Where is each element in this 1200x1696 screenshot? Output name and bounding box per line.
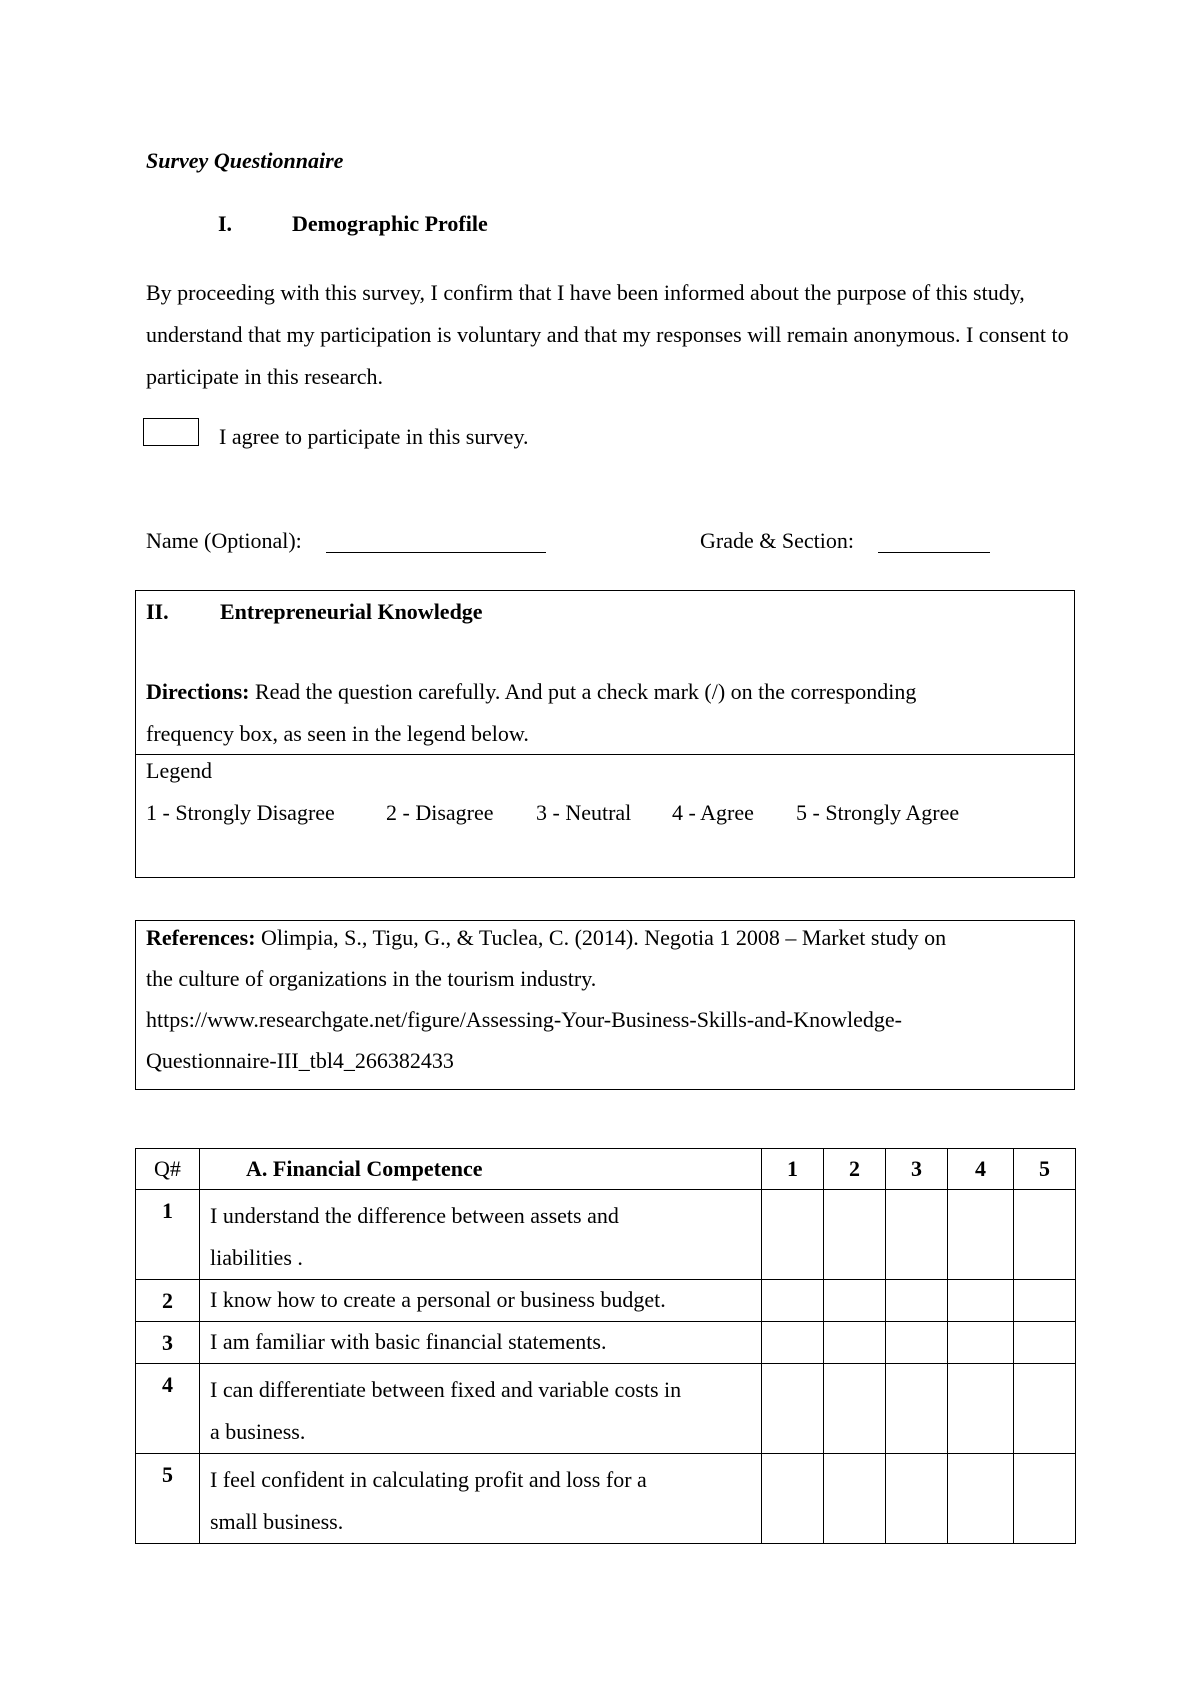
question-statement bbox=[200, 1190, 762, 1280]
rating-cell-1[interactable] bbox=[762, 1280, 824, 1322]
legend-item-3: 3 - Neutral bbox=[536, 800, 632, 825]
agree-checkbox[interactable] bbox=[143, 418, 199, 446]
table-row bbox=[136, 1454, 1076, 1544]
scale-header-1: 1 bbox=[762, 1149, 824, 1190]
rating-cell-3[interactable] bbox=[886, 1280, 948, 1322]
rating-cell-4[interactable] bbox=[948, 1454, 1014, 1544]
question-number: 3 bbox=[136, 1322, 200, 1364]
section-2-title: Entrepreneurial Knowledge bbox=[220, 599, 483, 624]
references-text-1: Olimpia, S., Tigu, G., & Tuclea, C. (2014). Negotia 1 2008 – Market study on bbox=[261, 925, 947, 950]
q-number-header: Q# bbox=[136, 1149, 200, 1190]
rating-cell-1[interactable] bbox=[762, 1322, 824, 1364]
directions-line-2: frequency box, as seen in the legend below. bbox=[146, 721, 529, 746]
question-number: 5 bbox=[136, 1454, 200, 1544]
statement-line: I know how to create a personal or business budget. bbox=[210, 1287, 666, 1312]
statement-line: a business. bbox=[210, 1419, 306, 1444]
scale-header-3: 3 bbox=[886, 1149, 948, 1190]
references-line-3: https://www.researchgate.net/figure/Assessing-Your-Business-Skills-and-Knowledge- bbox=[146, 1007, 902, 1032]
question-statement bbox=[200, 1322, 762, 1364]
statement-line: I am familiar with basic financial statements. bbox=[210, 1329, 607, 1354]
rating-cell-4[interactable] bbox=[948, 1280, 1014, 1322]
references-line-2: the culture of organizations in the tourism industry. bbox=[146, 966, 597, 991]
grade-section-input-line[interactable] bbox=[878, 552, 990, 553]
statement-line: small business. bbox=[210, 1509, 344, 1534]
table-row bbox=[136, 1364, 1076, 1454]
question-number: 1 bbox=[136, 1190, 200, 1280]
scale-header-2: 2 bbox=[824, 1149, 886, 1190]
references-label: References: bbox=[146, 925, 256, 950]
question-number: 4 bbox=[136, 1364, 200, 1454]
table-row bbox=[136, 1280, 1076, 1322]
question-statement bbox=[200, 1454, 762, 1544]
statement-line: I understand the difference between assets and bbox=[210, 1203, 619, 1228]
section-2-directions-box bbox=[135, 590, 1075, 755]
section-1-number: I. bbox=[218, 211, 233, 236]
name-input-line[interactable] bbox=[326, 552, 546, 553]
rating-cell-4[interactable] bbox=[948, 1322, 1014, 1364]
legend-item-4: 4 - Agree bbox=[672, 800, 754, 825]
legend-box bbox=[135, 754, 1075, 878]
directions-text-1: Read the question carefully. And put a check mark (/) on the corresponding bbox=[254, 679, 917, 704]
rating-cell-5[interactable] bbox=[1014, 1364, 1076, 1454]
question-number: 2 bbox=[136, 1280, 200, 1322]
table-row bbox=[136, 1190, 1076, 1280]
rating-cell-1[interactable] bbox=[762, 1364, 824, 1454]
rating-cell-3[interactable] bbox=[886, 1364, 948, 1454]
directions-line-1 bbox=[146, 679, 916, 705]
rating-cell-2[interactable] bbox=[824, 1364, 886, 1454]
references-line-1 bbox=[146, 925, 946, 951]
directions-label: Directions: bbox=[146, 679, 250, 704]
rating-cell-3[interactable] bbox=[886, 1322, 948, 1364]
rating-cell-4[interactable] bbox=[948, 1190, 1014, 1280]
legend-item-2: 2 - Disagree bbox=[386, 800, 494, 825]
agree-label: I agree to participate in this survey. bbox=[219, 424, 529, 449]
name-label: Name (Optional): bbox=[146, 528, 302, 553]
table-row bbox=[136, 1322, 1076, 1364]
legend-item-5: 5 - Strongly Agree bbox=[796, 800, 960, 825]
rating-cell-5[interactable] bbox=[1014, 1322, 1076, 1364]
rating-cell-2[interactable] bbox=[824, 1454, 886, 1544]
grade-section-label: Grade & Section: bbox=[700, 528, 854, 553]
rating-cell-5[interactable] bbox=[1014, 1454, 1076, 1544]
section-1-title: Demographic Profile bbox=[292, 211, 488, 236]
financial-competence-header: A. Financial Competence bbox=[200, 1149, 762, 1190]
legend-item-1: 1 - Strongly Disagree bbox=[146, 800, 335, 825]
rating-cell-2[interactable] bbox=[824, 1322, 886, 1364]
references-line-4: Questionnaire-III_tbl4_266382433 bbox=[146, 1048, 454, 1073]
statement-line: liabilities . bbox=[210, 1245, 303, 1270]
table-header-row bbox=[136, 1149, 1076, 1190]
section-2-number: II. bbox=[146, 599, 169, 624]
rating-cell-3[interactable] bbox=[886, 1454, 948, 1544]
rating-cell-5[interactable] bbox=[1014, 1190, 1076, 1280]
document-title: Survey Questionnaire bbox=[146, 148, 344, 173]
scale-header-5: 5 bbox=[1014, 1149, 1076, 1190]
rating-cell-4[interactable] bbox=[948, 1364, 1014, 1454]
rating-cell-1[interactable] bbox=[762, 1190, 824, 1280]
rating-cell-5[interactable] bbox=[1014, 1280, 1076, 1322]
question-statement bbox=[200, 1364, 762, 1454]
rating-cell-3[interactable] bbox=[886, 1190, 948, 1280]
financial-competence-table bbox=[135, 1148, 1076, 1544]
references-box bbox=[135, 920, 1075, 1090]
statement-line: I can differentiate between fixed and variable costs in bbox=[210, 1377, 682, 1402]
scale-header-4: 4 bbox=[948, 1149, 1014, 1190]
statement-line: I feel confident in calculating profit and loss for a bbox=[210, 1467, 647, 1492]
rating-cell-1[interactable] bbox=[762, 1454, 824, 1544]
rating-cell-2[interactable] bbox=[824, 1190, 886, 1280]
question-statement bbox=[200, 1280, 762, 1322]
rating-cell-2[interactable] bbox=[824, 1280, 886, 1322]
consent-text: By proceeding with this survey, I confirm that I have been informed about the purpose of this study, understand that my participation is voluntary and that my responses will remain anonymous. I consent to participate in this research. bbox=[146, 280, 1069, 389]
legend-title: Legend bbox=[146, 758, 212, 783]
